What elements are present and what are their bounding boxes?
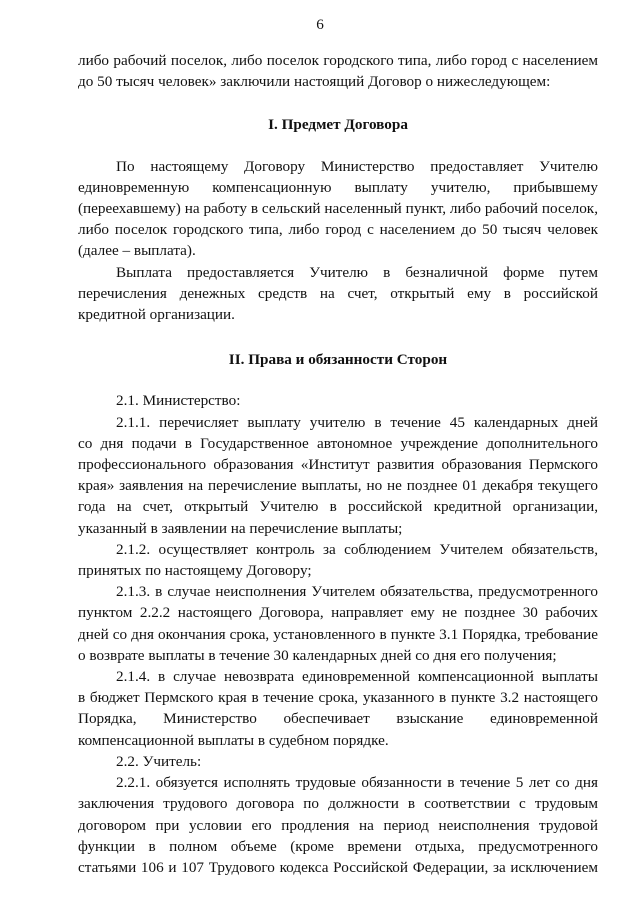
page-content	[78, 50, 598, 878]
text-line: либо рабочий поселок, либо поселок городского типа, либо город с населением	[78, 52, 598, 69]
text-line: (далее – выплата).	[78, 242, 196, 260]
text-line: либо поселок городского типа, либо город с населением до 50 тысяч человек	[78, 221, 598, 239]
text-line: 2.1.1. перечисляет выплату учителю в течение 45 календарных дней	[116, 413, 598, 431]
paragraph	[78, 666, 598, 751]
paragraph	[78, 412, 598, 539]
text-line: перечисления денежных средств на счет, открытый ему в российской	[78, 284, 598, 302]
paragraph	[78, 390, 598, 411]
text-line: принятых по настоящему Договору;	[78, 562, 312, 580]
text-line: статьями 106 и 107 Трудового кодекса Российской Федерации, за исключением	[78, 858, 598, 876]
text-line: компенсационной выплаты в судебном порядке.	[78, 731, 389, 749]
text-line: 2.2. Учитель:	[116, 752, 202, 770]
text-line: По настоящему Договору Министерство предоставляет Учителю	[116, 157, 598, 175]
text-line: 2.1.3. в случае неисполнения Учителем обязательства, предусмотренного	[116, 583, 598, 601]
page-number: 6	[316, 16, 324, 33]
text-line: 2.1. Министерство:	[116, 392, 241, 410]
text-line: функции в полном объеме (кроме времени отдыха, предусмотренного	[78, 837, 598, 855]
text-line: кредитной организации.	[78, 306, 235, 324]
paragraph	[78, 751, 598, 772]
text-line: края» заявления на перечисление выплаты, но не позднее 01 декабря текущего	[78, 477, 598, 495]
text-line: о возврате выплаты в течение 30 календарных дней со дня его получения;	[78, 646, 557, 664]
section-rights-body	[78, 390, 598, 878]
text-line: 2.2.1. обязуется исполнять трудовые обязанности в течение 5 лет со дня	[116, 774, 598, 792]
text-line: единовременную компенсационную выплату учителю, прибывшему	[78, 178, 598, 196]
text-line: со дня подачи в Государственное автономное учреждение дополнительного	[78, 434, 598, 452]
paragraph	[78, 262, 598, 326]
text-line: договором при условии его продления на период неисполнения трудовой	[78, 816, 598, 834]
text-line: Порядка, Министерство обеспечивает взыскание единовременной	[78, 710, 598, 728]
section-heading-subject: I. Предмет Договора	[268, 116, 408, 134]
intro-text	[78, 50, 598, 92]
text-line: 2.1.2. осуществляет контроль за соблюдением Учителем обязательств,	[116, 540, 598, 558]
text-line: 2.1.4. в случае невозврата единовременной компенсационной выплаты	[116, 668, 598, 686]
text-line: до 50 тысяч человек» заключили настоящий Договор о нижеследующем:	[78, 73, 551, 91]
text-line: пунктом 2.2.2 настоящего Договора, направляет ему не позднее 30 рабочих	[78, 604, 598, 622]
section-heading-rights: II. Права и обязанности Сторон	[228, 351, 448, 369]
text-line: Выплата предоставляется Учителю в безналичной форме путем	[116, 263, 598, 281]
text-line: дней со дня окончания срока, установленного в пункте 3.1 Порядка, требование	[78, 625, 598, 643]
text-line: профессионального образования «Институт развития образования Пермского	[78, 456, 598, 474]
paragraph	[78, 581, 598, 666]
text-line: (переехавшему) на работу в сельский населенный пункт, либо рабочий поселок,	[78, 200, 598, 218]
text-line: года на счет, открытый Учителю в российской кредитной организации,	[78, 498, 598, 516]
text-line: заключения трудового договора по должности в соответствии с трудовым	[78, 795, 598, 813]
paragraph	[78, 772, 598, 878]
text-line: в бюджет Пермского края в течение срока, указанного в пункте 3.2 настоящего	[78, 689, 598, 707]
text-line: указанный в заявлении на перечисление выплаты;	[78, 519, 403, 537]
paragraph	[78, 156, 598, 262]
paragraph	[78, 539, 598, 581]
section-subject-body	[78, 156, 598, 326]
